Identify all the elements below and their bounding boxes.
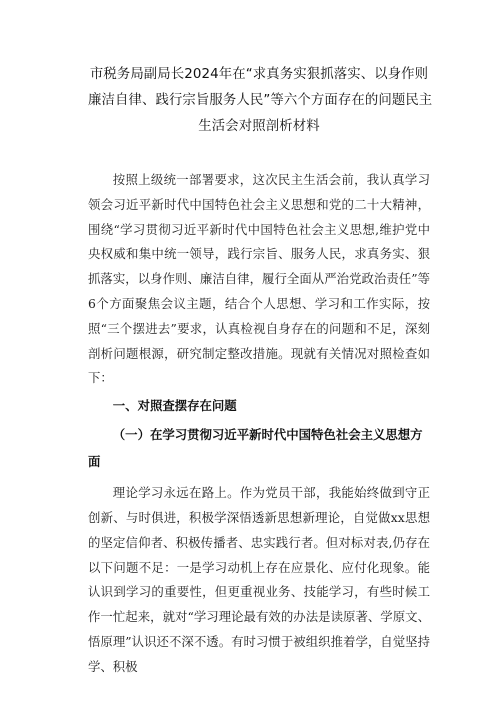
document-body: [88, 168, 430, 680]
title-line-3: 生活会对照剖析材料: [198, 119, 320, 134]
subsection-1-paragraph: 理论学习永远在路上。作为党员干部，我能始终做到守正创新、与时俱进，积极学深悟透新思想新理论，自觉做xx思想的坚定信仰者、积极传播者、忠实践行者。但对标对表,仍存在以下问题不足：一是学习动机上存在应景化、应付化现象。能认识到学习的重要性，但更重视业务、技能学习，有些时候工作一忙起来，就对“学习理论最有效的办法是读原著、学原文、悟原理”认识还不深不透。有时习惯于被组织推着学，自觉坚持学、积极: [88, 485, 430, 674]
subsection-heading-1: （一）在学习贯彻习近平新时代中国特色社会主义思想方面: [88, 427, 423, 470]
intro-paragraph: 按照上级统一部署要求，这次民主生活会前，我认真学习领会习近平新时代中国特色社会主义思想和党的二十大精神，围绕“学习贯彻习近平新时代中国特色社会主义思想,维护党中央权威和集中统一领导，践行宗旨、服务人民，求真务实、狠抓落实，以身作则、廉洁自律，履行全面从严治党政治责任”等6个方面聚焦会议主题，结合个人思想、学习和工作实际，按照“三个摆进去”要求，认真检视自身存在的问题和不足，深刻剖析问题根源，研究制定整改措施。现就有关情况对照检查如下：: [88, 172, 430, 386]
section-heading-1: 一、对照查摆存在问题: [112, 398, 237, 414]
title-line-1: 市税务局副局长2024年在“求真务实狠抓落实、以身作则: [89, 67, 429, 82]
document-title: [88, 62, 433, 140]
title-line-2: 廉洁自律、践行宗旨服务人民”等六个方面存在的问题民主: [88, 93, 433, 108]
